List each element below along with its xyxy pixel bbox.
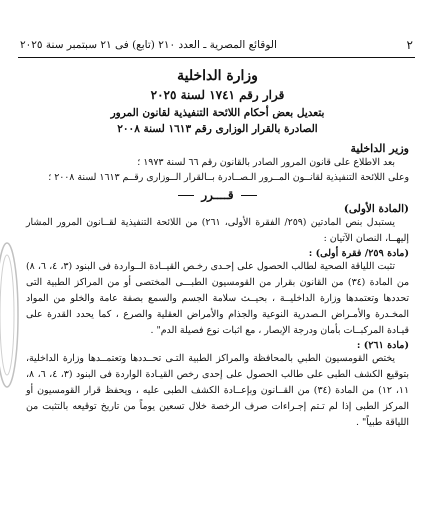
decision-heading — [26, 188, 409, 202]
subsection-title: (مادة ٢٦١) : — [356, 340, 409, 352]
decision-dash — [178, 195, 194, 196]
preamble-line: وعلى اللائحة التنفيذية لقانــون المــرور الـصــادرة بــالقرار الــوزارى رقــم ١٦١٣ لسنة ٢٠٠٨ ؛ — [48, 172, 409, 184]
subject-line: الصادرة بالقرار الوزارى رقم ١٦١٣ لسنة ٢٠٠٨ — [117, 122, 318, 135]
article-title: (المادة الأولى) — [343, 203, 409, 216]
document-body — [26, 62, 409, 431]
ministry-title: وزارة الداخلية — [177, 68, 258, 84]
preamble-line: بعد الاطلاع على قانون المرور الصادر بالقانون رقم ٦٦ لسنة ١٩٧٣ ؛ — [137, 156, 395, 168]
decision-word: قــــرر — [201, 188, 234, 203]
minister-heading: وزير الداخلية — [350, 141, 409, 155]
subject-line: بتعديل بعض أحكام اللائحة التنفيذية لقانون المرور — [110, 107, 325, 119]
running-title: الوقائع المصرية ـ العدد ٢١٠ (تابع) فى ٢١ سبتمبر سنة ٢٠٢٥ — [20, 39, 277, 51]
subsection-text: يختص القومسيون الطبي بالمحافظة والمراكز الطبية التـى تحــددها وتعتمــدها وزارة الداخلية، بتوقيع الكشف الطبى على طالب الحصول على إحدى رخص القيـادة الواردة فى البنود (٣، ٤، ٦، ٨، ١١، ١٢) من المادة (٣٤) من القــانون وبإعــادة الكشف الطبى عليه ، ويحفظ قرار القومسيون أو المركز الطبى إذا لم تـتم إجـراءات صرف الرخصة خلال تسعين يوماً من تاريخ توقيعه بالتثبت من اللياقة طبياً" . — [26, 353, 409, 429]
decree-subject — [26, 106, 409, 138]
page-number: ٢ — [406, 38, 413, 52]
article-intro: يستبدل بنص المادتين (٢٥٩/ الفقرة الأولى، ٢٦١) من اللائحة التنفيذية لقــانون المرور المشار إليهــا، النصان الآتيان : — [26, 217, 409, 245]
subsection-text: تثبت اللياقة الصحية لطالب الحصول على إحـدى رخـص القيــادة الــواردة فى البنود (٣، ٤، ٦، ٨) من المادة (٣٤) من القانون بقرار من القومسيون الطبـــى المختصى أو من المراكز الطبية التى تحددها وتعتمدها وزارة الداخليــة ، بحيــث سلامة الجسم والسمع بصفة عامة والخلو من المواد المخـدرة والأمـراض الـصدرية النوعية والجذام والأمراض العقلية والصرع ، كما يحدد القدرة على قيـادة المركبــات بأمان ودرجة الإبصار ، مع اثبات نوع فصيلة الدم" . — [26, 261, 409, 337]
subsection-title: (مادة ٢٥٩/ فقرة أولى) : — [308, 248, 409, 260]
page-header — [20, 38, 413, 52]
decision-dash — [241, 195, 257, 196]
decree-title: قرار رقم ١٧٤١ لسنة ٢٠٢٥ — [150, 88, 285, 102]
watermark-stamp-icon — [0, 240, 20, 390]
header-rule — [18, 57, 415, 58]
